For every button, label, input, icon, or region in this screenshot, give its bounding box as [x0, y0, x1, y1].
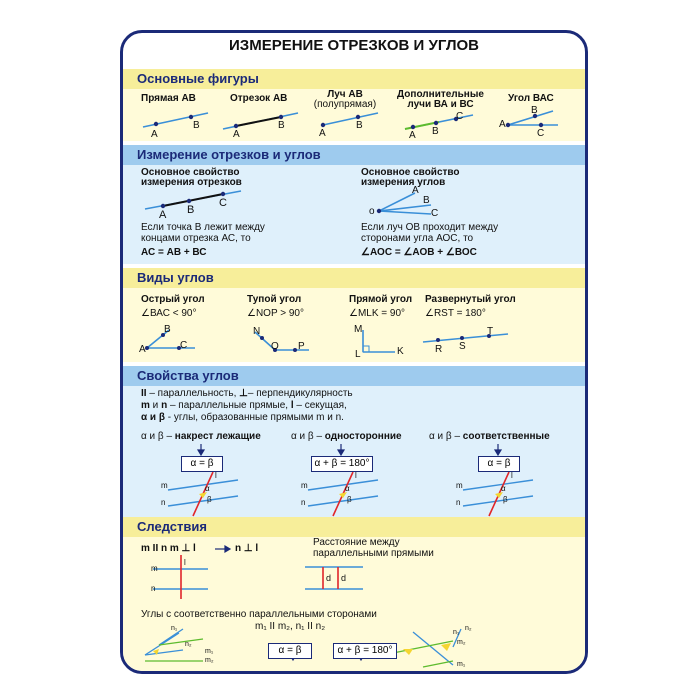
right-pt-k: K [397, 346, 404, 357]
basic-figures-drawings [123, 89, 585, 141]
lbl-beta-1: β [207, 495, 212, 504]
lbl-alpha-1: α [205, 484, 210, 493]
c3-lbl-m1-b: m₁ [457, 661, 466, 668]
acute-pt-b: B [164, 324, 171, 335]
acute-pt-a: A [139, 344, 146, 355]
lbl-m-2: m [301, 481, 308, 490]
seg-pt-a: A [159, 209, 167, 221]
lbl-m-1: m [161, 481, 168, 490]
lbl-beta-3: β [503, 495, 508, 504]
pt-line-b: B [193, 120, 200, 131]
obtuse-pt-p: P [298, 341, 305, 352]
pt-line-a: A [151, 129, 158, 140]
ang-prop-formula: ∠АОС = ∠АОВ + ∠ВОС [361, 247, 477, 258]
c3-lbl-n1: n₁ [171, 625, 178, 632]
lbl-alpha-3: α [501, 484, 506, 493]
lbl-beta-2: β [347, 495, 352, 504]
c2-lbl-d-2: d [341, 573, 347, 583]
consequence-3-title: Углы с соответственно параллельными сторонами [141, 609, 377, 620]
consequence-1-condition: m II n m ⊥ l [141, 543, 196, 554]
section-measurement [123, 165, 585, 264]
ang-prop-title-1: Основное свойство [361, 167, 460, 178]
pt-comp-b: B [432, 126, 439, 137]
seg-prop-text-2: концами отрезка АС, то [141, 233, 251, 244]
consequence-2-line-1: Расстояние между [313, 537, 400, 548]
pt-ray-b: B [356, 120, 363, 131]
section-angle-properties [123, 386, 585, 521]
kind-acute-name: Острый угол [141, 294, 205, 305]
kind-obtuse-name: Тупой угол [247, 294, 302, 305]
lbl-n-3: n [456, 498, 461, 507]
prop-corresponding-title: α и β – соответственные [429, 431, 550, 442]
kind-straight-value: ∠RST = 180° [425, 308, 486, 319]
ang-pt-o: o [369, 206, 375, 217]
legend-line-3: α и β - углы, образованные прямыми m и n. [141, 412, 344, 423]
c1-lbl-n: n [151, 584, 156, 593]
lbl-l-2: l [355, 471, 357, 480]
seg-pt-c: C [219, 197, 227, 209]
lbl-l-1: l [215, 471, 217, 480]
consequence-1-result: n ⊥ l [235, 543, 259, 554]
seg-prop-title-2: измерения отрезков [141, 177, 242, 188]
c3-lbl-m2: m₂ [205, 657, 214, 664]
formula-corresponding: α = β [478, 456, 520, 472]
figure-label-ray: Луч АВ [327, 89, 363, 100]
legend-line-2: m и n – параллельные прямые, l – секущая, [141, 400, 347, 411]
obtuse-pt-o: O [271, 341, 279, 352]
ang-prop-title-2: измерения углов [361, 177, 446, 188]
prop-cointerior-title: α и β – односторонние [291, 431, 402, 442]
c1-lbl-l: l [184, 558, 186, 567]
section-header-angle-kinds: Виды углов [123, 268, 585, 288]
section-header-basic-figures: Основные фигуры [123, 69, 585, 89]
formula-equal: α = β [268, 643, 312, 659]
seg-prop-text-1: Если точка В лежит между [141, 222, 265, 233]
lbl-n-2: n [301, 498, 306, 507]
kind-right-name: Прямой угол [349, 294, 413, 305]
section-consequences [123, 537, 585, 671]
c3-lbl-n1-b: n₁ [453, 629, 460, 636]
seg-pt-b: B [187, 204, 195, 216]
figure-label-segment: Отрезок АВ [230, 93, 288, 104]
poster [120, 30, 588, 674]
ang-prop-text-1: Если луч ОВ проходит между [361, 222, 499, 233]
c3-lbl-m1: m₁ [205, 648, 214, 655]
kind-straight-name: Развернутый угол [425, 294, 516, 305]
c3-lbl-m2-b: m₂ [457, 639, 466, 646]
figure-label-complementary-1: Дополнительные [397, 89, 484, 100]
formula-cointerior: α + β = 180° [311, 456, 373, 472]
seg-prop-formula: АС = АВ + ВС [141, 247, 207, 258]
kind-obtuse-value: ∠NOP > 90° [247, 308, 304, 319]
section-angle-kinds [123, 288, 585, 362]
acute-pt-c: C [180, 340, 188, 351]
kind-acute-value: ∠ВАС < 90° [141, 308, 197, 319]
figure-label-complementary-2: лучи ВА и ВС [407, 99, 474, 110]
pt-ray-a: A [319, 128, 326, 139]
figure-label-angle: Угол ВАС [508, 93, 554, 104]
ang-pt-b: B [423, 195, 430, 206]
consequence-3-condition: m₁ II m₂, n₁ II n₂ [255, 621, 326, 632]
seg-prop-title-1: Основное свойство [141, 167, 240, 178]
section-header-measurement: Измерение отрезков и углов [123, 145, 585, 165]
straight-pt-r: R [435, 344, 443, 355]
lbl-m-3: m [456, 481, 463, 490]
kind-right-value: ∠MLK = 90° [349, 308, 406, 319]
c3-lbl-n2-b: n₂ [465, 625, 472, 632]
legend-line-1: II – параллельность, ⊥– перпендикулярность [141, 388, 353, 399]
angle-properties-drawings [123, 386, 585, 521]
pt-ang-b: B [531, 105, 538, 116]
figure-label-line: Прямая АВ [141, 93, 196, 104]
ang-prop-text-2: сторонами угла АОС, то [361, 233, 474, 244]
lbl-n-1: n [161, 498, 166, 507]
straight-pt-t: T [487, 326, 494, 337]
pt-comp-c: C [456, 111, 464, 122]
pt-seg-a: A [233, 129, 240, 140]
obtuse-pt-n: N [253, 326, 261, 337]
section-basic-figures [123, 89, 585, 141]
consequence-2-line-2: параллельными прямыми [313, 548, 434, 559]
figure-sub-ray: (полупрямая) [313, 99, 377, 110]
pt-ang-c: C [537, 128, 545, 139]
lbl-l-3: l [511, 471, 513, 480]
c3-lbl-n2: n₂ [185, 641, 192, 648]
right-pt-m: M [354, 324, 363, 335]
right-pt-l: L [355, 349, 361, 360]
pt-comp-a: A [409, 130, 416, 141]
lbl-alpha-2: α [345, 484, 350, 493]
c2-lbl-d-1: d [326, 573, 332, 583]
ang-pt-a: A [412, 185, 419, 196]
ang-pt-c: C [431, 208, 439, 219]
prop-alternate-title: α и β – накрест лежащие [141, 431, 261, 442]
pt-seg-b: B [278, 120, 285, 131]
page-title: ИЗМЕРЕНИЕ ОТРЕЗКОВ И УГЛОВ [229, 37, 479, 54]
pt-ang-a: A [499, 119, 506, 130]
straight-pt-s: S [459, 341, 466, 352]
formula-alternate: α = β [181, 456, 223, 472]
c1-lbl-m: m [151, 564, 158, 573]
formula-sum: α + β = 180° [333, 643, 397, 659]
section-header-consequences: Следствия [123, 517, 585, 537]
section-header-angle-properties: Свойства углов [123, 366, 585, 386]
